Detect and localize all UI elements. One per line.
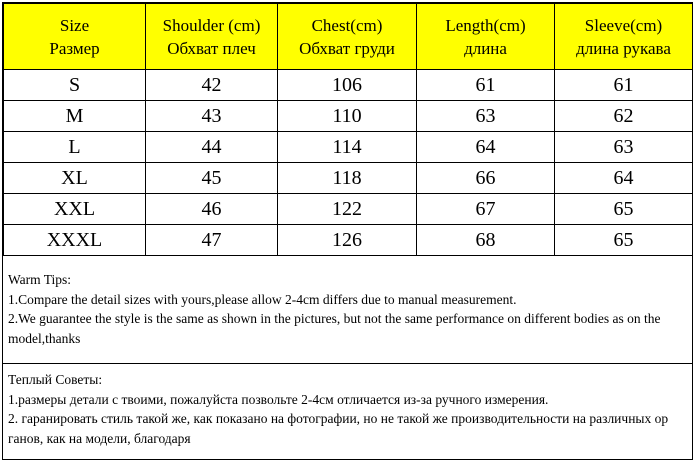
size-table bbox=[3, 3, 693, 256]
tips-line: 2. гаранировать стиль такой же, как показано на фотографии, но не такой же производительности на различных ор ганов, как на модели, благодаря bbox=[8, 411, 669, 446]
header-sleeve: Sleeve(cm) длина рукава bbox=[555, 4, 693, 70]
tips-line: 2.We guarantee the style is the same as shown in the pictures, but not the same performance on different bodies as on the model,thanks bbox=[8, 311, 661, 346]
table-row bbox=[4, 132, 693, 163]
length-cell: 67 bbox=[417, 194, 555, 225]
tips-title: Теплый Советы: bbox=[8, 372, 103, 387]
sleeve-cell: 65 bbox=[555, 225, 693, 256]
length-cell: 61 bbox=[417, 70, 555, 101]
header-chest: Chest(cm) Обхват груди bbox=[278, 4, 417, 70]
size-cell: XL bbox=[4, 163, 146, 194]
sleeve-cell: 62 bbox=[555, 101, 693, 132]
shoulder-cell: 43 bbox=[146, 101, 278, 132]
chest-cell: 118 bbox=[278, 163, 417, 194]
table-row bbox=[4, 101, 693, 132]
header-size: Size Размер bbox=[4, 4, 146, 70]
header-length: Length(cm) длина bbox=[417, 4, 555, 70]
size-cell: XXXL bbox=[4, 225, 146, 256]
chest-cell: 114 bbox=[278, 132, 417, 163]
length-cell: 66 bbox=[417, 163, 555, 194]
chest-cell: 122 bbox=[278, 194, 417, 225]
sleeve-cell: 64 bbox=[555, 163, 693, 194]
tips-title: Warm Tips: bbox=[8, 272, 72, 287]
table-row bbox=[4, 70, 693, 101]
shoulder-cell: 47 bbox=[146, 225, 278, 256]
warm-tips-russian bbox=[3, 364, 692, 459]
sleeve-cell: 63 bbox=[555, 132, 693, 163]
size-cell: L bbox=[4, 132, 146, 163]
table-row bbox=[4, 225, 693, 256]
chest-cell: 106 bbox=[278, 70, 417, 101]
length-cell: 68 bbox=[417, 225, 555, 256]
shoulder-cell: 45 bbox=[146, 163, 278, 194]
table-row bbox=[4, 163, 693, 194]
size-cell: XXL bbox=[4, 194, 146, 225]
tips-line: 1.Compare the detail sizes with yours,please allow 2-4cm differs due to manual measurement. bbox=[8, 291, 517, 307]
warm-tips-english bbox=[3, 267, 692, 364]
shoulder-cell: 44 bbox=[146, 132, 278, 163]
chest-cell: 110 bbox=[278, 101, 417, 132]
sleeve-cell: 65 bbox=[555, 194, 693, 225]
size-cell: M bbox=[4, 101, 146, 132]
chest-cell: 126 bbox=[278, 225, 417, 256]
table-row bbox=[4, 194, 693, 225]
sleeve-cell: 61 bbox=[555, 70, 693, 101]
table-header-row bbox=[4, 4, 693, 70]
shoulder-cell: 46 bbox=[146, 194, 278, 225]
tips-line: 1.размеры детали с твоими, пожалуйста позвольте 2-4см отличается из-за ручного измерения. bbox=[8, 391, 549, 407]
size-chart bbox=[2, 2, 693, 460]
shoulder-cell: 42 bbox=[146, 70, 278, 101]
size-cell: S bbox=[4, 70, 146, 101]
length-cell: 64 bbox=[417, 132, 555, 163]
header-shoulder: Shoulder (cm) Обхват плеч bbox=[146, 4, 278, 70]
length-cell: 63 bbox=[417, 101, 555, 132]
